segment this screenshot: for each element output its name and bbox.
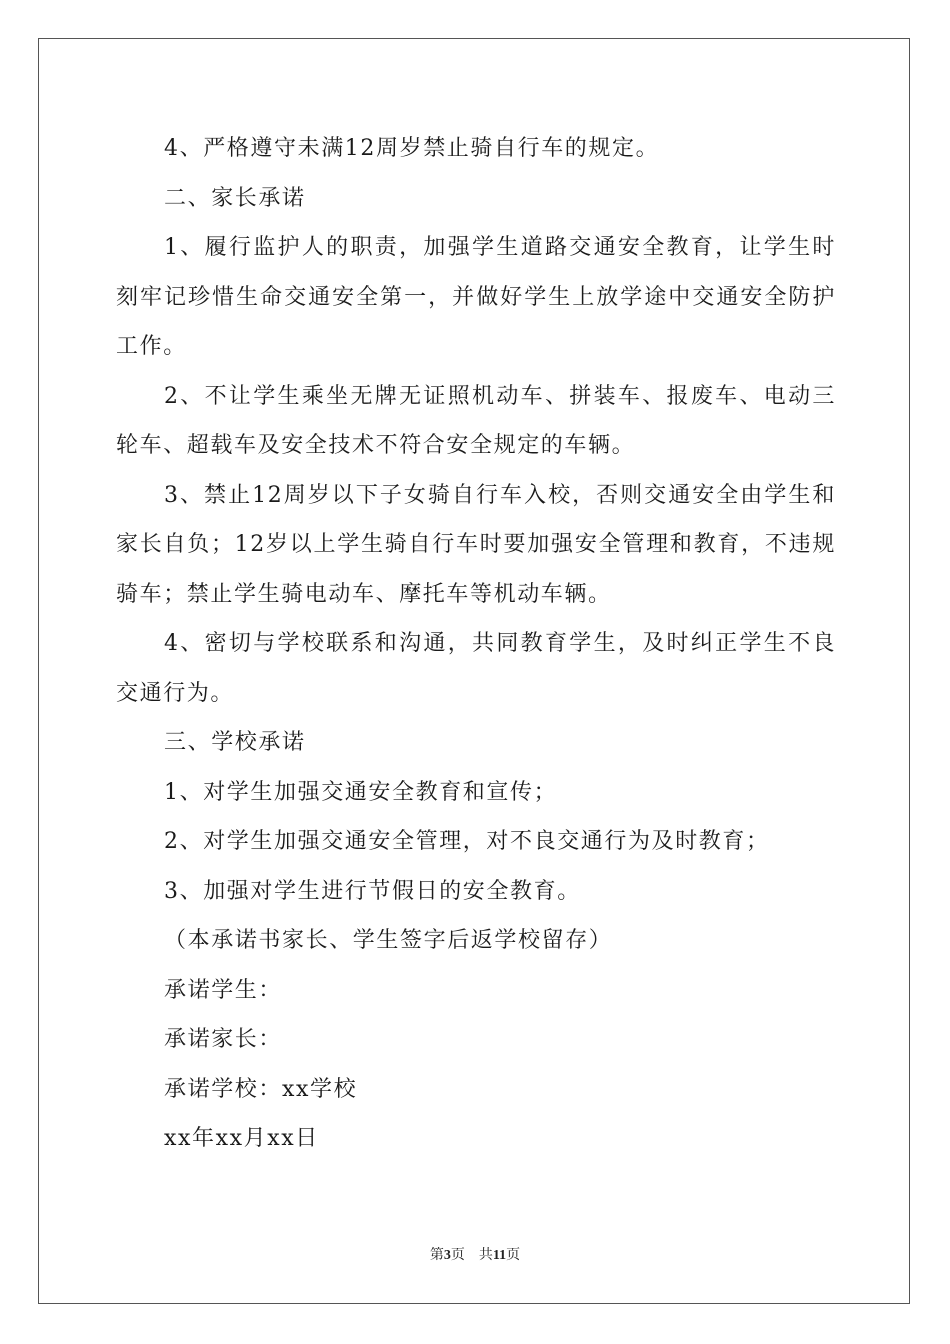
parent-pledge-item: 3、禁止12周岁以下子女骑自行车入校，否则交通安全由学生和家长自负；12岁以上学生骑自行车时要加强安全管理和教育，不违规骑车；禁止学生骑电动车、摩托车等机动车辆。 (116, 482, 836, 607)
retention-note: （本承诺书家长、学生签字后返学校留存） (164, 928, 613, 953)
parent-pledge-item: 1、履行监护人的职责，加强学生道路交通安全教育，让学生时刻牢记珍惜生命交通安全第一，并做好学生上放学途中交通安全防护工作。 (116, 235, 836, 359)
section-heading-school-pledge: 三、学校承诺 (164, 730, 306, 755)
parent-pledge-item: 4、密切与学校联系和沟通，共同教育学生，及时纠正学生不良交通行为。 (116, 631, 836, 706)
page-suffix: 页 (450, 1248, 465, 1263)
rule-paragraph: 4、严格遵守未满12周岁禁止骑自行车的规定。 (164, 136, 660, 161)
total-prefix: 共 (478, 1248, 493, 1263)
section-heading-parent-pledge: 二、家长承诺 (164, 185, 306, 211)
school-pledge-item: 3、加强对学生进行节假日的安全教育。 (164, 878, 581, 904)
total-suffix: 页 (506, 1248, 521, 1263)
signature-line-parent: 承诺家长： (164, 1027, 283, 1052)
page-prefix: 第 (429, 1248, 444, 1263)
total-pages: 11 (492, 1248, 507, 1263)
document-body (116, 124, 836, 1164)
parent-pledge-item: 2、不让学生乘坐无牌无证照机动车、拼装车、报废车、电动三轮车、超载车及安全技术不符合安全规定的车辆。 (116, 383, 836, 458)
page-number: 3 (443, 1248, 451, 1263)
page-footer (0, 1244, 950, 1264)
school-pledge-item: 2、对学生加强交通安全管理，对不良交通行为及时教育； (164, 829, 770, 854)
date-line: xx年xx月xx日 (164, 1126, 319, 1151)
signature-line-student: 承诺学生： (164, 977, 283, 1003)
school-pledge-item: 1、对学生加强交通安全教育和宣传； (164, 779, 558, 805)
signature-line-school: 承诺学校：xx学校 (164, 1076, 358, 1102)
